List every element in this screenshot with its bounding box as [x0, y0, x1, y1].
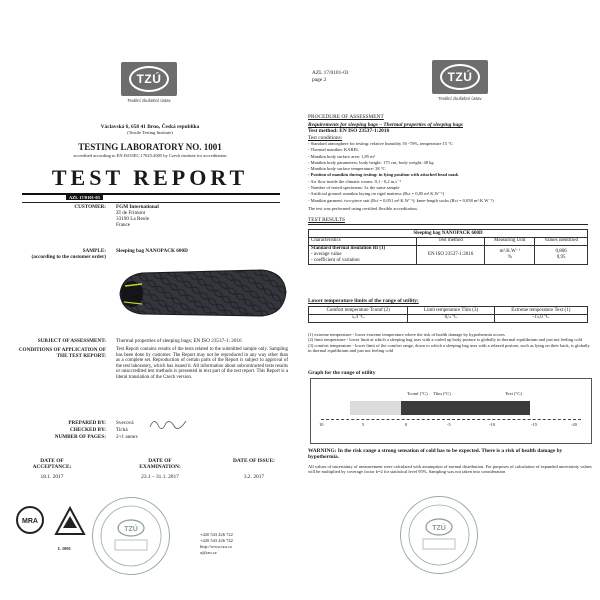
- contact-email: a@tzu.cz: [200, 550, 217, 555]
- tzu-logo-page2: [432, 60, 488, 94]
- calibration-note: The test was performed using certified flexible accreditation.: [308, 206, 418, 211]
- subject-label: SUBJECT OF ASSESSMENT:: [37, 338, 106, 344]
- report-page-2: [300, 0, 600, 600]
- graph-tick: -5: [447, 422, 451, 427]
- graph-heading: Graph for the range of utility: [308, 370, 376, 376]
- contact-phone-2: +420 543 426 742: [200, 538, 233, 543]
- note-item: (3) comfort temperature - lower limit of the comfort range, down to which a sleeping bag user with a relaxed posture, such as lying on their back, is globally in thermal equilibrium and just not feeling cold: [308, 342, 590, 354]
- results-table: [308, 229, 588, 265]
- notes-list: [308, 332, 592, 354]
- condition-item: - Thermal manikin: KAREL: [308, 147, 360, 153]
- sample-label: SAMPLE:: [82, 248, 106, 254]
- pages-value: 2+1 annex: [116, 434, 138, 440]
- results-row-label: Standard thermal insulation Rt (1): [311, 246, 386, 252]
- customer-line-4: France: [116, 222, 131, 228]
- date-acceptance-value: 18.1. 2017: [40, 474, 64, 480]
- note-item: (2) limit temperature - lower limit at which a sleeping bag user with a curled up body posture is globally in thermal equilibrium and just not feeling cold: [308, 337, 583, 343]
- limits-header-comfort: Comfort temperature Tcomf (2): [309, 307, 408, 315]
- limits-value-extreme: -15,0 °C: [494, 314, 587, 322]
- subject-value: Thermal properties of sleeping bags; EN ISO 23537-1: 2016: [116, 338, 242, 344]
- svg-text:MRA: MRA: [22, 518, 38, 525]
- sample-sublabel: (according to the customer order): [31, 254, 106, 260]
- sample-value: Sleeping bag NANOPACK 600D: [116, 248, 188, 254]
- results-row-sub2: - coefficient of variation: [311, 257, 360, 263]
- date-examination-label: DATE OF EXAMINATION:: [139, 458, 181, 471]
- customer-label: CUSTOMER:: [74, 204, 106, 210]
- tzu-logo-text-page2: TZÚ: [440, 64, 480, 90]
- note-item: (1) extreme temperature - lower extreme temperature where the risk of health damage by hypothermia occurs: [308, 332, 505, 337]
- limits-header-extreme: Extreme temperature Text (1): [494, 307, 587, 315]
- limits-heading: Lower temperature limits of the range of utility:: [308, 298, 419, 304]
- utility-graph: [310, 378, 592, 444]
- graph-label-limit: Tlim (°C): [433, 391, 451, 396]
- logo-caption-page2: Textilní zkušební ústav: [438, 96, 482, 101]
- results-header-characteristics: Characteristics: [309, 237, 417, 245]
- conditions-heading: Test conditions:: [308, 135, 343, 141]
- results-unit-cell: [485, 245, 535, 264]
- checked-value: Tichá: [116, 427, 128, 433]
- graph-tick: 5: [362, 422, 365, 427]
- warning-text: WARNING: In the risk range a strong sensation of cold has to be expected. There is a risk of health damage by hypothermia.: [308, 448, 563, 461]
- condition-item: - Manikin body surface temperature: 38 °C: [308, 166, 386, 172]
- results-header-method: Test method: [416, 237, 485, 245]
- limits-table: [308, 306, 588, 323]
- logo-caption: Textilní zkušební ústav: [127, 98, 171, 103]
- uncertainty-text: All values of uncertainty of measurement were calculated with assumption of normal distribution. For purposes of calculation of expanded uncertainty values will be multiplied by coverage factor k=2 for statistical level 95%. Sampling was not taken into consideration: [308, 464, 592, 475]
- results-value-1: 0,866: [555, 248, 567, 254]
- graph-tick: 10: [319, 422, 324, 427]
- conditions-label: CONDITIONS OF APPLICATION OF THE TEST REPORT:: [18, 347, 106, 359]
- results-table-title: Sleeping bag NANOPACK 600D: [309, 230, 588, 238]
- results-header-unit: Measuring Unit: [485, 237, 535, 245]
- condition-item: - Manikin body surface area: 1,85 m²: [308, 153, 375, 159]
- results-method: EN ISO 23537-1:2016: [416, 245, 485, 264]
- report-title: TEST REPORT: [51, 165, 249, 190]
- lab-stamp-page2: [400, 496, 478, 574]
- graph-label-comfort: Tcomf (°C): [407, 391, 428, 396]
- condition-item: - Manikin garment: two-piece suit (Rct = 0,051 m².K.W⁻¹); knee-length socks (Rct = 0,058 m².K.W⁻¹): [308, 197, 494, 203]
- page2-report-number: AZL 17/0101-03: [312, 70, 349, 76]
- lab-title: TESTING LABORATORY NO. 1001: [78, 142, 222, 152]
- condition-item: - Number of tested specimens: 3x the same sample: [308, 185, 400, 191]
- contact-website: http://www.tzu.cz: [200, 544, 232, 549]
- graph-risk-band: [401, 401, 530, 415]
- conditions-value: Test Report contains results of the tests related to the submitted sample only. Sampling has been done by customer. The Report may not be reproduced in any way other than as a complete set. Reproduction of certain parts of the Report is subject to approval of the test laboratory, which has issued it. All information about subcontracted tests results or unaccredited test methods is presented in text part of the test report. This Report is a literal translation of the Czech version.: [116, 347, 288, 380]
- customer-line-1: FGM International: [116, 204, 159, 210]
- prepared-label: PREPARED BY:: [68, 420, 106, 426]
- graph-tick: 0: [405, 422, 408, 427]
- condition-item: - Air flow inside the climatic rooms: 0,1 - 0,2 m.s⁻¹: [308, 178, 401, 184]
- institute-address-en: (Textile Testing Institute): [127, 130, 173, 135]
- test-method-line: Test method: EN ISO 23537-1:2016: [308, 128, 390, 134]
- results-row-label-cell: [309, 245, 417, 264]
- date-issue-label: DATE OF ISSUE:: [233, 458, 275, 464]
- institute-address: Václavská 6, 658 41 Brno, Česká republika: [100, 124, 200, 130]
- report-number: AZL 17/0101-03: [66, 195, 103, 200]
- date-acceptance-label: DATE OF ACCEPTANCE:: [32, 458, 72, 471]
- limits-header-limit: Limit temperature Tlim (3): [408, 307, 494, 315]
- conditions-list: [308, 141, 596, 204]
- svg-text:TZÚ: TZÚ: [432, 525, 446, 532]
- tzu-logo: [121, 62, 177, 96]
- signature: [148, 415, 188, 431]
- results-unit-2: %: [507, 254, 512, 260]
- prepared-value: Svecová: [116, 420, 134, 426]
- condition-item: - Artificial ground: manikin laying on rigid mattress (Rct = 0,85 m².K.W⁻¹): [308, 191, 445, 197]
- tzu-logo-text: TZÚ: [129, 66, 169, 92]
- title-rule: [22, 193, 280, 195]
- date-examination-value: 23.1 – 31.1. 2017: [141, 474, 179, 480]
- requirements-line: Requirements for sleeping bags – Thermal properties of sleeping bags: [308, 122, 463, 128]
- procedure-heading: PROCEDURE OF ASSESSMENT: [308, 114, 384, 120]
- contact-phone-1: +420 543 426 722: [200, 532, 233, 537]
- results-unit-1: m².K.W⁻¹: [499, 248, 520, 254]
- results-value-2: 0,95: [556, 254, 566, 260]
- ilac-mra-mark: [12, 502, 86, 544]
- limits-value-comfort: 5,4 °C: [309, 314, 408, 322]
- lab-number: L 1001: [58, 546, 71, 551]
- condition-item: - Manikin body parameters: body height: 175 cm; body weight: 48 kg: [308, 159, 434, 165]
- graph-tick: -20: [571, 422, 577, 427]
- report-rule: [22, 202, 280, 203]
- accreditation-note: accredited according to EN ISO/IEC 17025:2005 by Czech institute for accreditation: [73, 153, 227, 158]
- results-value-cell: [535, 245, 588, 264]
- pages-label: NUMBER OF PAGES:: [54, 434, 106, 440]
- results-rule: [308, 224, 588, 225]
- graph-label-extreme: Text (°C): [505, 391, 522, 396]
- graph-tick: -15: [531, 422, 537, 427]
- date-issue-value: 3.2. 2017: [243, 474, 265, 480]
- condition-item: - Position of manikin during testing: in lying position with attached head mask: [308, 172, 459, 178]
- results-row-sub1: - average value: [311, 251, 342, 257]
- checked-label: CHECKED BY:: [70, 427, 106, 433]
- customer-line-3: 33190 La Reole: [116, 216, 150, 222]
- customer-line-2: ZI de Frimont: [116, 210, 146, 216]
- limits-value-limit: 0,5 °C: [408, 314, 494, 322]
- graph-comfort-band: [350, 401, 401, 415]
- svg-text:TZÚ: TZÚ: [124, 526, 138, 533]
- condition-item: - Standard atmosphere for testing: relative humidity 50 -70%, temperature 15 °C: [308, 141, 454, 146]
- sleeping-bag-image: [112, 262, 288, 324]
- lab-stamp: [92, 497, 170, 575]
- graph-axis: [321, 419, 581, 420]
- graph-tick: -10: [489, 422, 495, 427]
- results-header-values: Values identified: [535, 237, 588, 245]
- page2-page-label: page 2: [312, 77, 327, 83]
- results-heading: TEST RESULTS: [308, 217, 345, 223]
